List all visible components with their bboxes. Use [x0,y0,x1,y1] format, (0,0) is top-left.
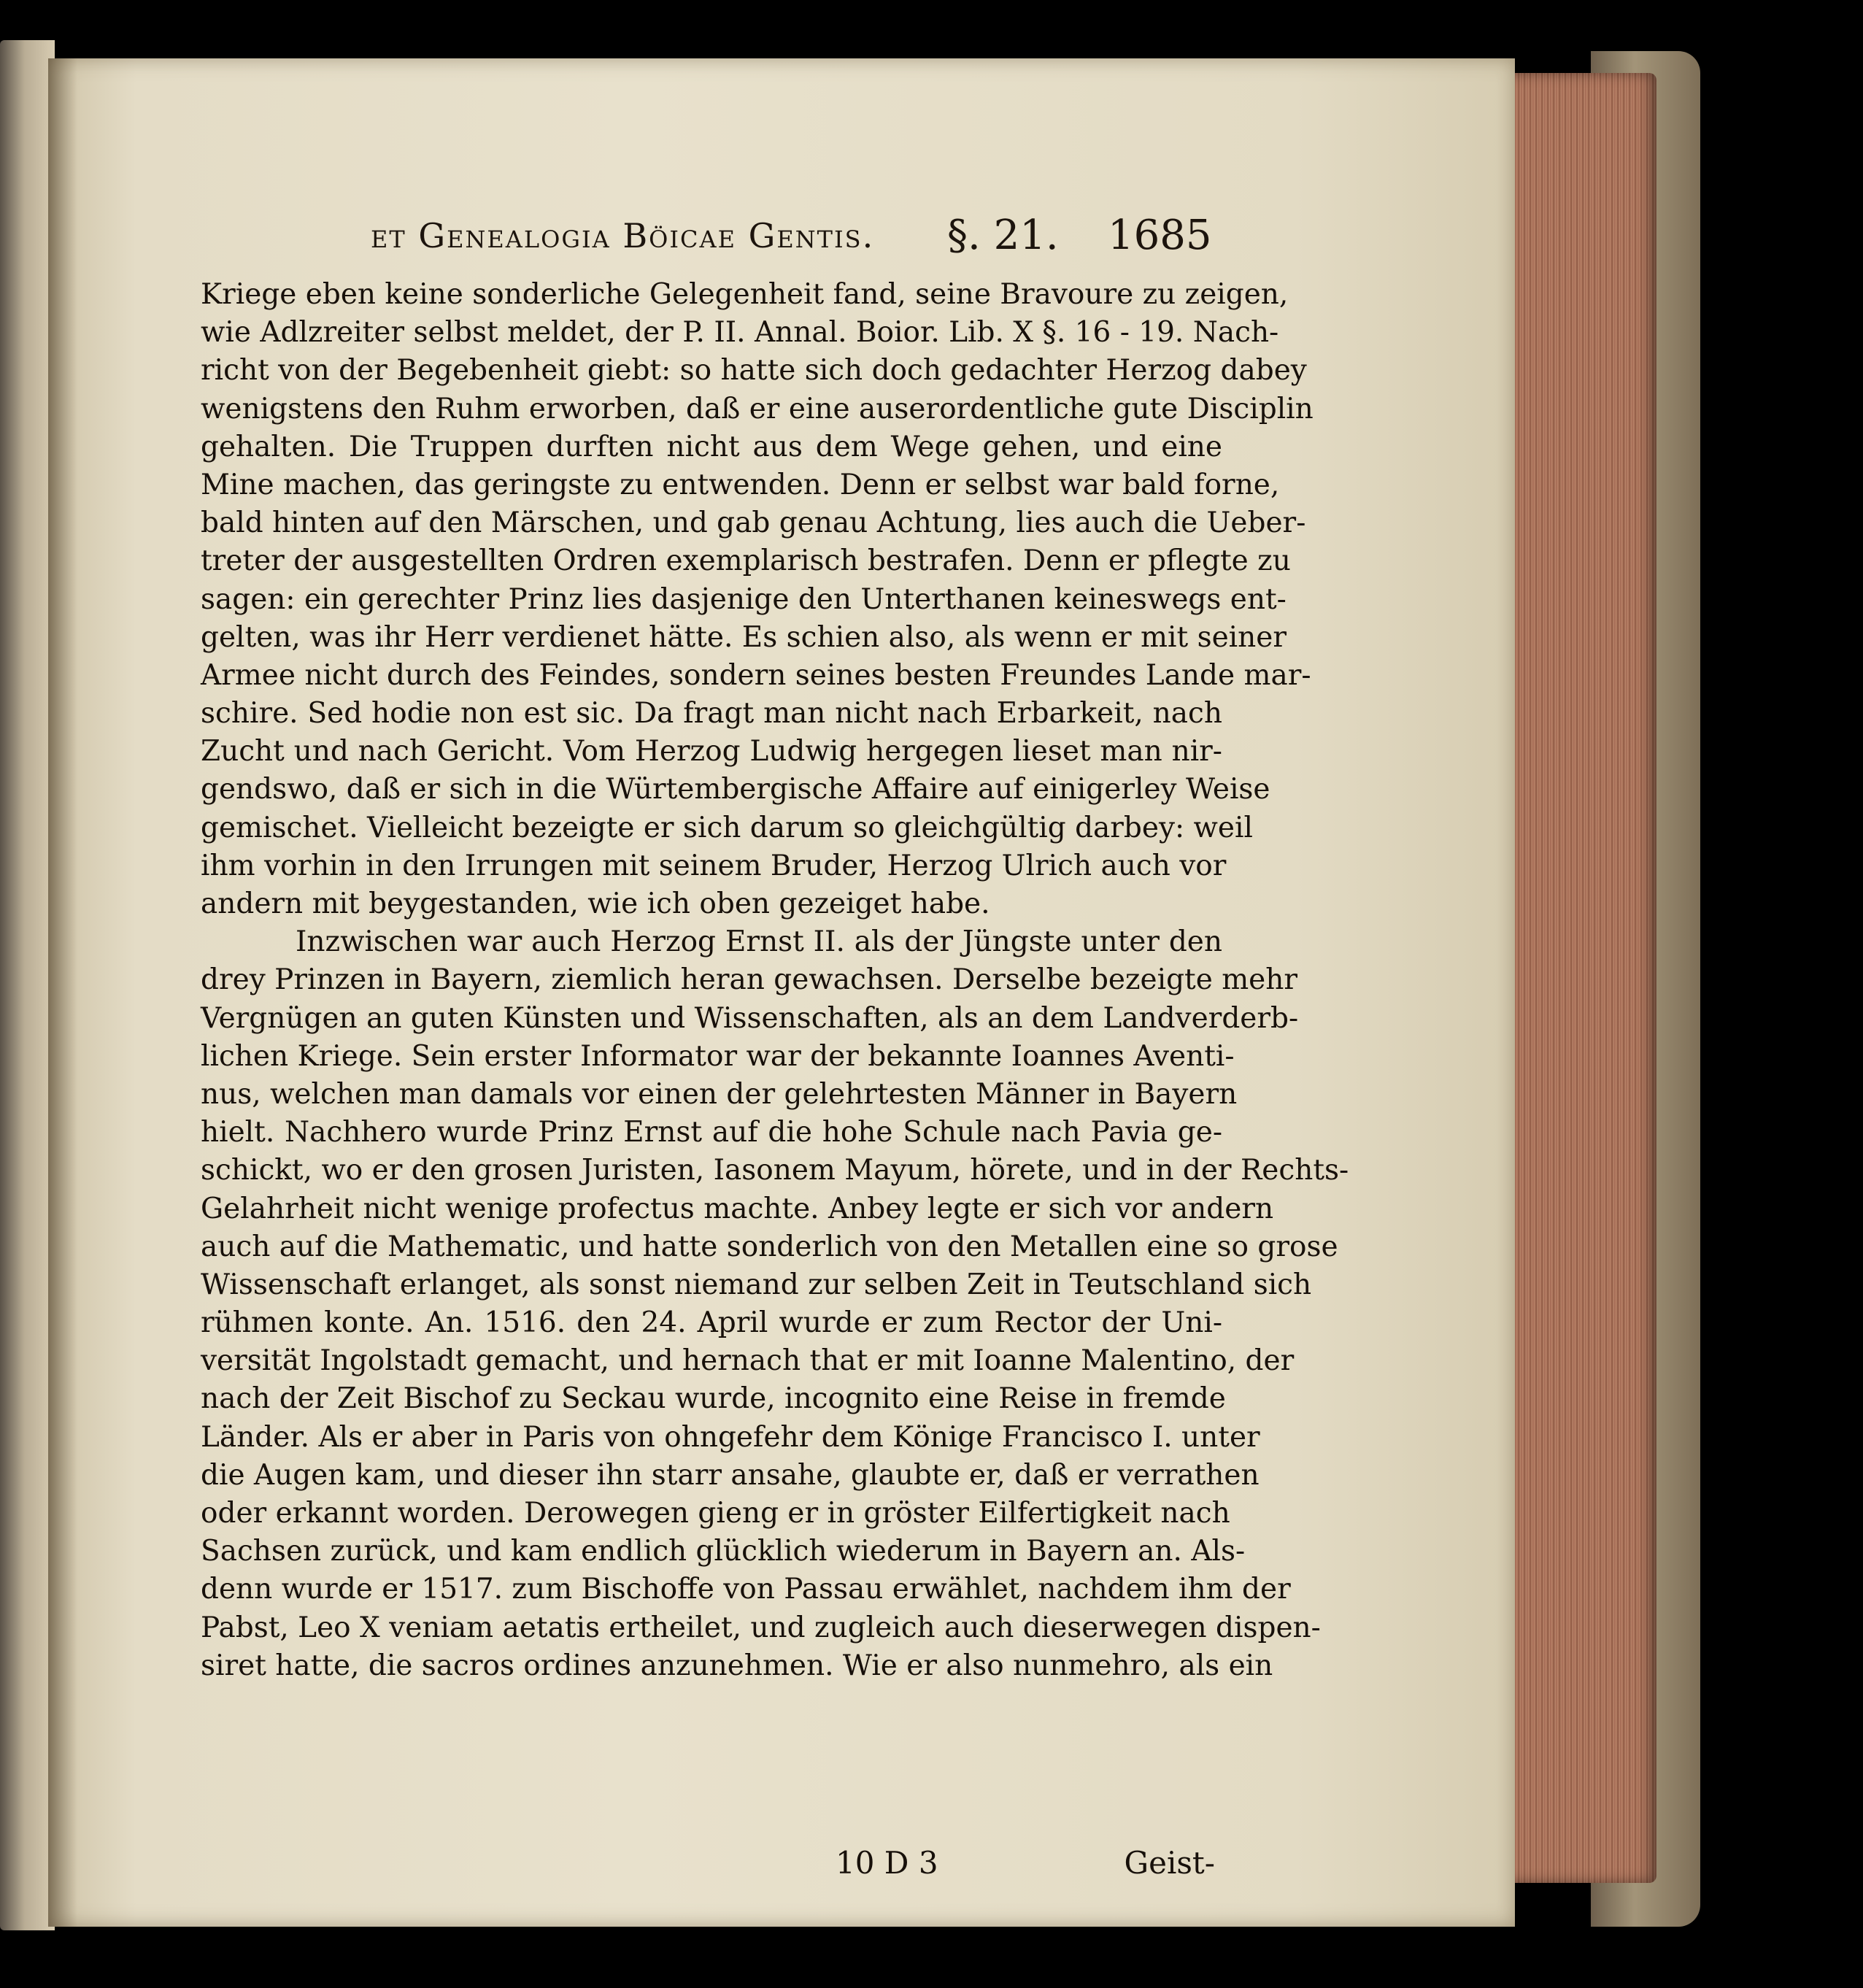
text-line: nus, welchen man damals vor einen der gelehrtesten Männer in Bayern [201,1077,1238,1111]
text-line: die Augen kam, und dieser ihn starr ansahe, glaubte er, daß er verrathen [201,1458,1260,1492]
gutter-shadow [48,58,77,1927]
text-line: Zucht und nach Gericht. Vom Herzog Ludwig hergegen lieset man nir- [201,735,1222,768]
body-text [201,276,1349,1685]
catchword: Geist- [1124,1845,1215,1881]
page-fore-edge [1503,73,1656,1883]
text-line: nach der Zeit Bischof zu Seckau wurde, incognito eine Reise in fremde [201,1382,1226,1416]
paragraph-start-line: Inzwischen war auch Herzog Ernst II. als der Jüngste unter den [296,925,1222,959]
text-line: gehalten. Die Truppen durften nicht aus dem Wege gehen, und eine [201,430,1222,463]
text-line: Länder. Als er aber in Paris von ohngefehr dem Könige Francisco I. unter [201,1420,1260,1454]
text-line: gemischet. Vielleicht bezeigte er sich darum so gleichgültig darbey: weil [201,811,1253,844]
section-mark: §. 21. [947,212,1059,259]
text-line: Armee nicht durch des Feindes, sondern seines besten Freundes Lande mar- [201,658,1311,692]
text-line: siret hatte, die sacros ordines anzunehmen. Wie er also nunmehro, als ein [201,1649,1273,1682]
text-line: drey Prinzen in Bayern, ziemlich heran gewachsen. Derselbe bezeigte mehr [201,963,1298,997]
paragraph-end-line: andern mit beygestanden, wie ich oben gezeiget habe. [201,887,990,920]
page-header [371,212,1217,263]
text-line: gelten, was ihr Herr verdienet hätte. Es schien also, als wenn er mit seiner [201,620,1287,654]
page-footer [201,1845,1215,1889]
text-line: lichen Kriege. Sein erster Informator war der bekannte Ioannes Aventi- [201,1039,1235,1073]
running-head: et Genealogia Böicae Gentis. [371,216,875,255]
text-line: hielt. Nachhero wurde Prinz Ernst auf die hohe Schule nach Pavia ge- [201,1116,1222,1149]
text-line: sagen: ein gerechter Prinz lies dasjenige den Unterthanen keineswegs ent- [201,582,1287,616]
text-line: Kriege eben keine sonderliche Gelegenheit fand, seine Bravoure zu zeigen, [201,278,1289,311]
text-line: Mine machen, das geringste zu entwenden. Denn er selbst war bald forne, [201,468,1280,501]
text-line: treter der ausgestellten Ordren exemplarisch bestrafen. Denn er pflegte zu [201,544,1291,578]
text-line: rühmen konte. An. 1516. den 24. April wurde er zum Rector der Uni- [201,1306,1222,1340]
text-line: Wissenschaft erlanget, als sonst niemand zur selben Zeit in Teutschland sich [201,1268,1312,1301]
text-line: gendswo, daß er sich in die Würtembergische Affaire auf einigerley Weise [201,773,1270,806]
text-line: wenigstens den Ruhm erworben, daß er eine auserordentliche gute Disciplin [201,392,1314,425]
page-number: 1685 [1108,212,1212,259]
text-line: oder erkannt worden. Derowegen gieng er in gröster Eilfertigkeit nach [201,1497,1230,1530]
text-line: Pabst, Leo X veniam aetatis ertheilet, und zugleich auch dieserwegen dispen- [201,1611,1321,1644]
text-line: Vergnügen an guten Künsten und Wissenschaften, als an dem Landverderb- [201,1001,1299,1035]
text-line: denn wurde er 1517. zum Bischoffe von Passau erwählet, nachdem ihm der [201,1573,1291,1606]
signature-mark: 10 D 3 [836,1845,938,1881]
text-line: bald hinten auf den Märschen, und gab genau Achtung, lies auch die Ueber- [201,506,1306,540]
text-line: schickt, wo er den grosen Juristen, Iasonem Mayum, hörete, und in der Rechts- [201,1154,1349,1187]
text-line: schire. Sed hodie non est sic. Da fragt man nicht nach Erbarkeit, nach [201,697,1222,731]
left-page-edge [0,40,55,1930]
text-line: Gelahrheit nicht wenige profectus machte. Anbey legte er sich vor andern [201,1192,1274,1225]
text-line: Sachsen zurück, und kam endlich glücklich wiederum in Bayern an. Als- [201,1535,1246,1568]
text-line: versität Ingolstadt gemacht, und hernach that er mit Ioanne Malentino, der [201,1344,1295,1378]
text-line: wie Adlzreiter selbst meldet, der P. II. Annal. Boior. Lib. X §. 16 - 19. Nach- [201,316,1279,350]
text-line: auch auf die Mathematic, und hatte sonderlich von den Metallen eine so grose [201,1230,1338,1263]
text-line: richt von der Begebenheit giebt: so hatte sich doch gedachter Herzog dabey [201,354,1307,388]
text-line: ihm vorhin in den Irrungen mit seinem Bruder, Herzog Ulrich auch vor [201,849,1227,882]
